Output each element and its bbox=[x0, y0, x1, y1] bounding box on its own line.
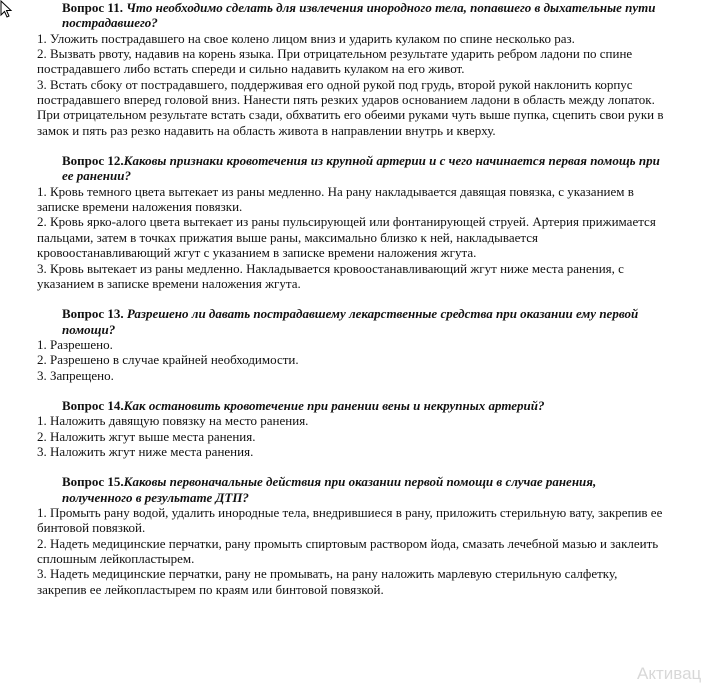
answer-option-line: 3. Запрещено. bbox=[37, 367, 114, 383]
question-label: Вопрос 15. bbox=[62, 474, 124, 490]
answer-option-line: записке времени наложения повязки. bbox=[37, 199, 243, 215]
answer-option-line: 2. Кровь ярко-алого цвета вытекает из раны пульсирующей или фонтанирующей струей. Артерия прижимается bbox=[37, 214, 656, 230]
answer-option-line: указанием в записке времени наложения жгута. bbox=[37, 275, 301, 291]
answer-option-line: 1. Уложить пострадавшего на свое колено лицом вниз и ударить кулаком по спине несколько раз. bbox=[37, 30, 575, 46]
question-title bbox=[0, 0, 713, 15]
answer-option-line: замок и пять раз резко надавить на область живота в направлении внутрь и кверху. bbox=[37, 122, 496, 138]
answer-option-line: 3. Встать сбоку от пострадавшего, поддерживая его одной рукой под грудь, второй рукой наклонить корпус bbox=[37, 76, 633, 92]
question-title bbox=[0, 306, 713, 321]
question-label: Вопрос 13. bbox=[62, 306, 124, 322]
answer-option-line: кровоостанавливающий жгут с указанием в записке времени наложения жгута. bbox=[37, 245, 477, 261]
answer-option-line: 2. Вызвать рвоту, надавив на корень языка. При отрицательном результате ударить ребром ладони по спине bbox=[37, 46, 633, 62]
activation-watermark: Активац bbox=[637, 664, 702, 683]
answer-option-line: 3. Кровь вытекает из раны медленно. Накладывается кровоостанавливающий жгут ниже места ранения, с bbox=[37, 260, 624, 276]
question-text: ее ранении? bbox=[62, 168, 131, 184]
question-text: Как остановить кровотечение при ранении вены и некрупных артерий? bbox=[123, 397, 545, 413]
answer-option-line: пострадавшего вперед головой вниз. Нанести пять резких ударов основанием ладони в область между лопаток. bbox=[37, 92, 655, 108]
answer-option-line: 2. Разрешено в случае крайней необходимости. bbox=[37, 352, 299, 368]
question-text: пострадавшего? bbox=[62, 15, 158, 31]
answer-option-line: 1. Разрешено. bbox=[37, 336, 113, 352]
answer-option-line: 1. Промыть рану водой, удалить инородные тела, внедрившиеся в рану, приложить стерильную вату, закрепив ее bbox=[37, 504, 663, 520]
answer-option-line: 1. Кровь темного цвета вытекает из раны медленно. На рану накладывается давящая повязка, с указанием в bbox=[37, 183, 634, 199]
question-text: Каковы признаки кровотечения из крупной артерии и с чего начинается первая помощь при bbox=[123, 153, 660, 169]
answer-option-line: бинтовой повязкой. bbox=[37, 520, 146, 536]
question-block bbox=[0, 306, 713, 383]
question-title bbox=[0, 153, 713, 168]
answer-option-line: 3. Наложить жгут ниже места ранения. bbox=[37, 443, 254, 459]
question-block bbox=[0, 398, 713, 459]
answer-option-line: 2. Наложить жгут выше места ранения. bbox=[37, 428, 256, 444]
question-title bbox=[0, 398, 713, 413]
answer-option-line: 2. Надеть медицинские перчатки, рану промыть спиртовым раствором йода, смазать лечебной мазью и заклеить bbox=[37, 535, 659, 551]
question-block bbox=[0, 153, 713, 291]
question-text: Разрешено ли давать пострадавшему лекарственные средства при оказании ему первой bbox=[123, 306, 639, 322]
question-block bbox=[0, 474, 713, 597]
question-text: Что необходимо сделать для извлечения инородного тела, попавшего в дыхательные пути bbox=[122, 0, 656, 15]
question-text: полученного в результате ДТП? bbox=[62, 489, 249, 505]
question-title bbox=[0, 474, 713, 489]
answer-option-line: сплошным лейкопластырем. bbox=[37, 551, 195, 566]
question-label: Вопрос 14. bbox=[62, 397, 124, 413]
question-text: Каковы первоначальные действия при оказании первой помощи в случае ранения, bbox=[123, 474, 597, 490]
question-label: Вопрос 12. bbox=[62, 153, 124, 169]
answer-option-line: 1. Наложить давящую повязку на место ранения. bbox=[37, 413, 309, 429]
question-label: Вопрос 11. bbox=[62, 0, 123, 15]
answer-option-line: пострадавшего либо встать спереди и сильно надавить кулаком на его живот. bbox=[37, 61, 465, 77]
question-text: помощи? bbox=[62, 321, 116, 337]
answer-option-line: пальцами, затем в точках прижатия выше раны, максимально близко к ней, накладывается bbox=[37, 229, 539, 245]
answer-option-line: закрепив ее лейкопластырем по краям или бинтовой повязкой. bbox=[37, 581, 384, 597]
question-block bbox=[0, 0, 713, 138]
answer-option-line: 3. Надеть медицинские перчатки, рану не промывать, на рану наложить марлевую стерильную салфетку, bbox=[37, 566, 618, 582]
answer-option-line: При отрицательном результате встать сзади, обхватить его обеими руками чуть выше пупка, сцепить свои руки в bbox=[37, 107, 664, 123]
